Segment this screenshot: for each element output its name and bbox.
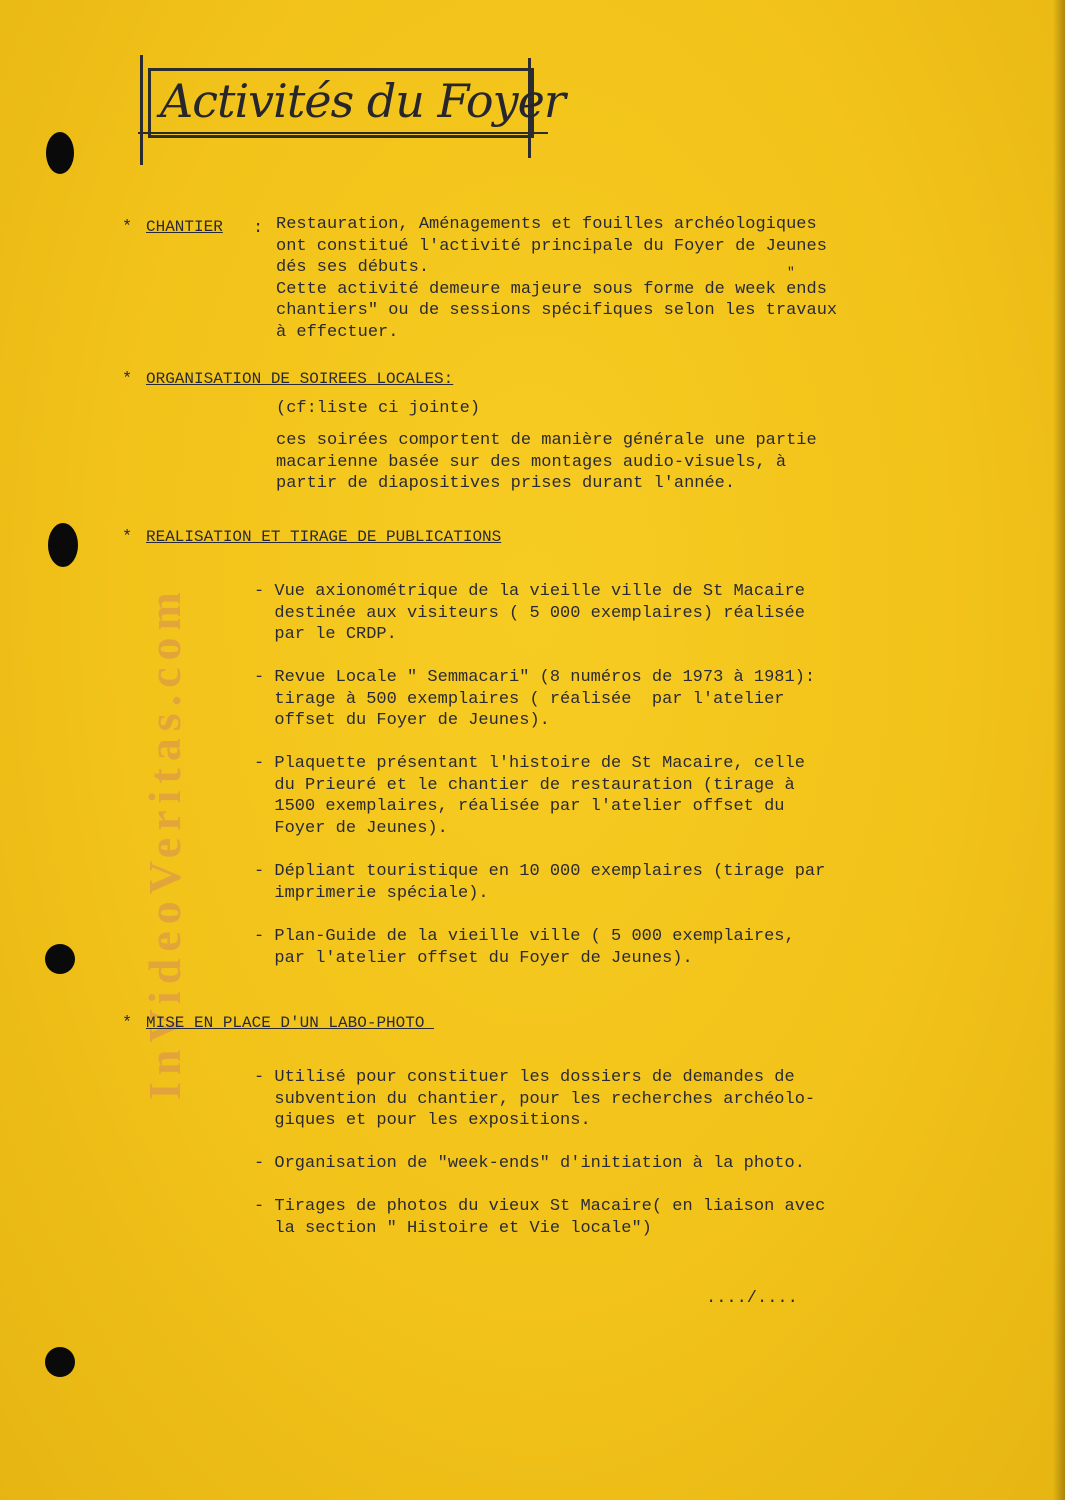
labo-item-2: - Organisation de "week-ends" d'initiation à la photo. [254, 1154, 805, 1173]
heading-publications: REALISATION ET TIRAGE DE PUBLICATIONS [146, 528, 502, 546]
labo-item-3: - Tirages de photos du vieux St Macaire( en liaison avec la section " Histoire et Vie locale") [254, 1197, 826, 1238]
bullet-publications: * [122, 528, 133, 547]
title-box-overhang-top [140, 55, 143, 165]
publication-item-5: - Plan-Guide de la vieille ville ( 5 000 exemplaires, par l'atelier offset du Foyer de Jeunes). [254, 927, 795, 968]
bullet-labo: * [122, 1014, 133, 1033]
page-title: Activités du Foyer [160, 74, 565, 128]
punch-hole-3 [45, 944, 75, 974]
publication-item-2: - Revue Locale " Semmacari" (8 numéros de 1973 à 1981): tirage à 500 exemplaires ( réalisée par l'atelier offset du Foyer de Jeunes). [254, 668, 816, 730]
publication-item-4: - Dépliant touristique en 10 000 exemplaires (tirage par imprimerie spéciale). [254, 862, 826, 903]
bullet-soirees: * [122, 370, 133, 389]
publication-item-1: - Vue axionométrique de la vieille ville de St Macaire destinée aux visiteurs ( 5 000 exemplaires) réalisée par le CRDP. [254, 582, 805, 644]
soirees-ref: (cf:liste ci jointe) [276, 399, 481, 418]
labo-item-1: - Utilisé pour constituer les dossiers de demandes de subvention du chantier, pour les recherches archéolo- giques et pour les expositions. [254, 1068, 816, 1130]
chantier-quote-mark: " [787, 265, 795, 280]
heading-soirees: ORGANISATION DE SOIREES LOCALES: [146, 370, 454, 388]
heading-chantier: CHANTIER [146, 218, 223, 236]
watermark: InVideoVeritas.com [139, 585, 190, 1100]
title-box-overhang-bottom [138, 132, 548, 134]
heading-labo: MISE EN PLACE D'UN LABO-PHOTO [146, 1014, 435, 1032]
punch-hole-4 [45, 1347, 75, 1377]
publication-item-3: - Plaquette présentant l'histoire de St Macaire, celle du Prieuré et le chantier de restauration (tirage à 1500 exemplaires, réalisée par l'atelier offset du Foyer de Jeunes). [254, 754, 805, 838]
soirees-text: ces soirées comportent de manière générale une partie macarienne basée sur des montages audio-visuels, à partir de diapositives prises durant l'année. [276, 431, 817, 493]
punch-hole-2 [48, 523, 78, 567]
chantier-colon: : [253, 219, 264, 238]
continuation-mark: ..../.... [706, 1289, 798, 1308]
punch-hole-1 [46, 132, 74, 174]
chantier-text: Restauration, Aménagements et fouilles archéologiques ont constitué l'activité principale du Foyer de Jeunes dés ses débuts. Cette activité demeure majeure sous forme de week ends chantiers" ou de sessions spécifiques selon les travaux à effectuer. [276, 215, 838, 342]
bullet-chantier: * [122, 218, 133, 237]
